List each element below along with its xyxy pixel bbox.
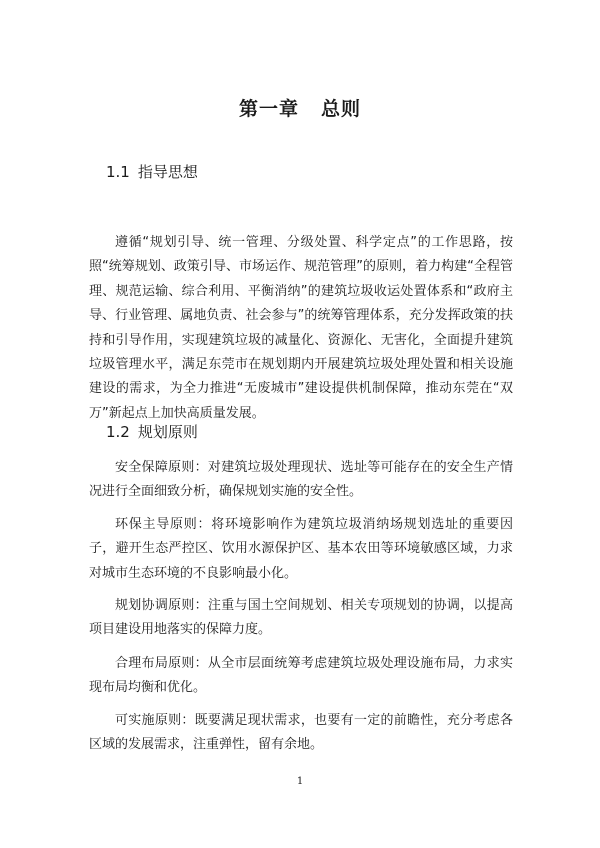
paragraph-safety-principle: 安全保障原则：对建筑垃圾处理现状、选址等可能存在的安全生产情况进行全面细致分析，确保规划实施的安全性。 — [89, 460, 513, 500]
chapter-number: 第一章 — [238, 98, 299, 120]
section-number: 1.1 — [106, 163, 130, 181]
chapter-name: 总则 — [321, 98, 362, 120]
section-title: 指导思想 — [137, 163, 198, 181]
paragraph-guiding-ideology: 遵循“规划引导、统一管理、分级处置、科学定点”的工作思路，按照“统筹规划、政策引导、市场运作、规范管理”的原则，着力构建“全程管理、规范运输、综合利用、平衡消纳”的建筑垃圾收运处置体系和“政府主导、行业管理、属地负责、社会参与”的统筹管理体系，充分发挥政策的扶持和引导作用，实现建筑垃圾的减量化、资源化、无害化，全面提升建筑垃圾管理水平，满足东莞市在规划期内开展建筑垃圾处理处置和相关设施建设的需求，为全力推进“无废城市”建设提供机制保障，推动东莞在“双万”新起点上加快高质量发展。 — [89, 235, 513, 421]
paragraph-coordination-principle: 规划协调原则：注重与国土空间规划、相关专项规划的协调，以提高项目建设用地落实的保障力度。 — [89, 598, 513, 638]
paragraph-layout-principle: 合理布局原则：从全市层面统筹考虑建筑垃圾处理设施布局，力求实现布局均衡和优化。 — [89, 656, 513, 696]
paragraph-feasibility-principle: 可实施原则：既要满足现状需求，也要有一定的前瞻性，充分考虑各区域的发展需求，注重弹性，留有余地。 — [89, 713, 513, 753]
section-title: 规划原则 — [137, 423, 198, 441]
section-number: 1.2 — [106, 423, 130, 441]
page-number: 1 — [296, 776, 304, 787]
chapter-title — [0, 94, 600, 121]
section-heading-guiding-ideology — [106, 161, 198, 182]
paragraph-environment-principle: 环保主导原则：将环境影响作为建筑垃圾消纳场规划选址的重要因子，避开生态严控区、饮用水源保护区、基本农田等环境敏感区域，力求对城市生态环境的不良影响最小化。 — [89, 517, 513, 581]
section-heading-planning-principles — [106, 421, 198, 442]
